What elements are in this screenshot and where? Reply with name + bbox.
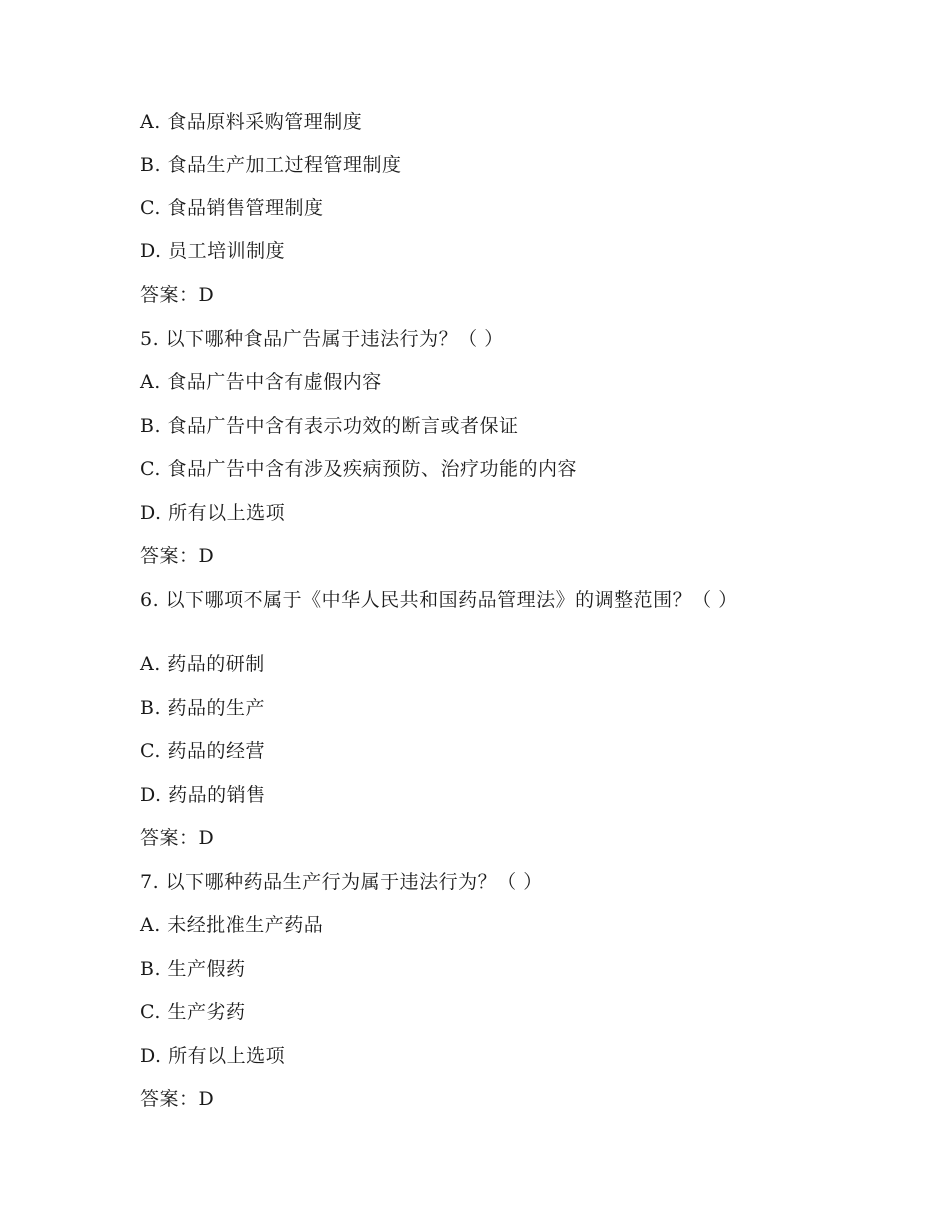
q6-answer: 答案：D xyxy=(140,827,215,849)
q7-option-a: A. 未经批准生产药品 xyxy=(140,914,324,936)
q6-option-d: D. 药品的销售 xyxy=(140,784,266,806)
q7-question: 7. 以下哪种药品生产行为属于违法行为？（ ） xyxy=(140,871,543,893)
q7-option-c: C. 生产劣药 xyxy=(140,1001,246,1023)
q4-option-d: D. 员工培训制度 xyxy=(140,240,286,262)
q6-option-a: A. 药品的研制 xyxy=(140,653,265,675)
q7-option-b: B. 生产假药 xyxy=(140,958,246,980)
q5-option-d: D. 所有以上选项 xyxy=(140,502,286,524)
q7-option-d: D. 所有以上选项 xyxy=(140,1045,286,1067)
q5-option-a: A. 食品广告中含有虚假内容 xyxy=(140,371,382,393)
q4-answer: 答案：D xyxy=(140,284,215,306)
q4-option-a: A. 食品原料采购管理制度 xyxy=(140,111,363,133)
q6-option-c: C. 药品的经营 xyxy=(140,740,265,762)
q4-option-c: C. 食品销售管理制度 xyxy=(140,197,324,219)
q5-option-b: B. 食品广告中含有表示功效的断言或者保证 xyxy=(140,415,519,437)
q7-answer: 答案：D xyxy=(140,1088,215,1110)
q5-option-c: C. 食品广告中含有涉及疾病预防、治疗功能的内容 xyxy=(140,458,577,480)
q6-option-b: B. 药品的生产 xyxy=(140,697,266,719)
q5-answer: 答案：D xyxy=(140,545,215,567)
q4-option-b: B. 食品生产加工过程管理制度 xyxy=(140,154,402,176)
q6-question: 6. 以下哪项不属于《中华人民共和国药品管理法》的调整范围？（ ） xyxy=(140,589,738,611)
q5-question: 5. 以下哪种食品广告属于违法行为？（ ） xyxy=(140,328,504,350)
